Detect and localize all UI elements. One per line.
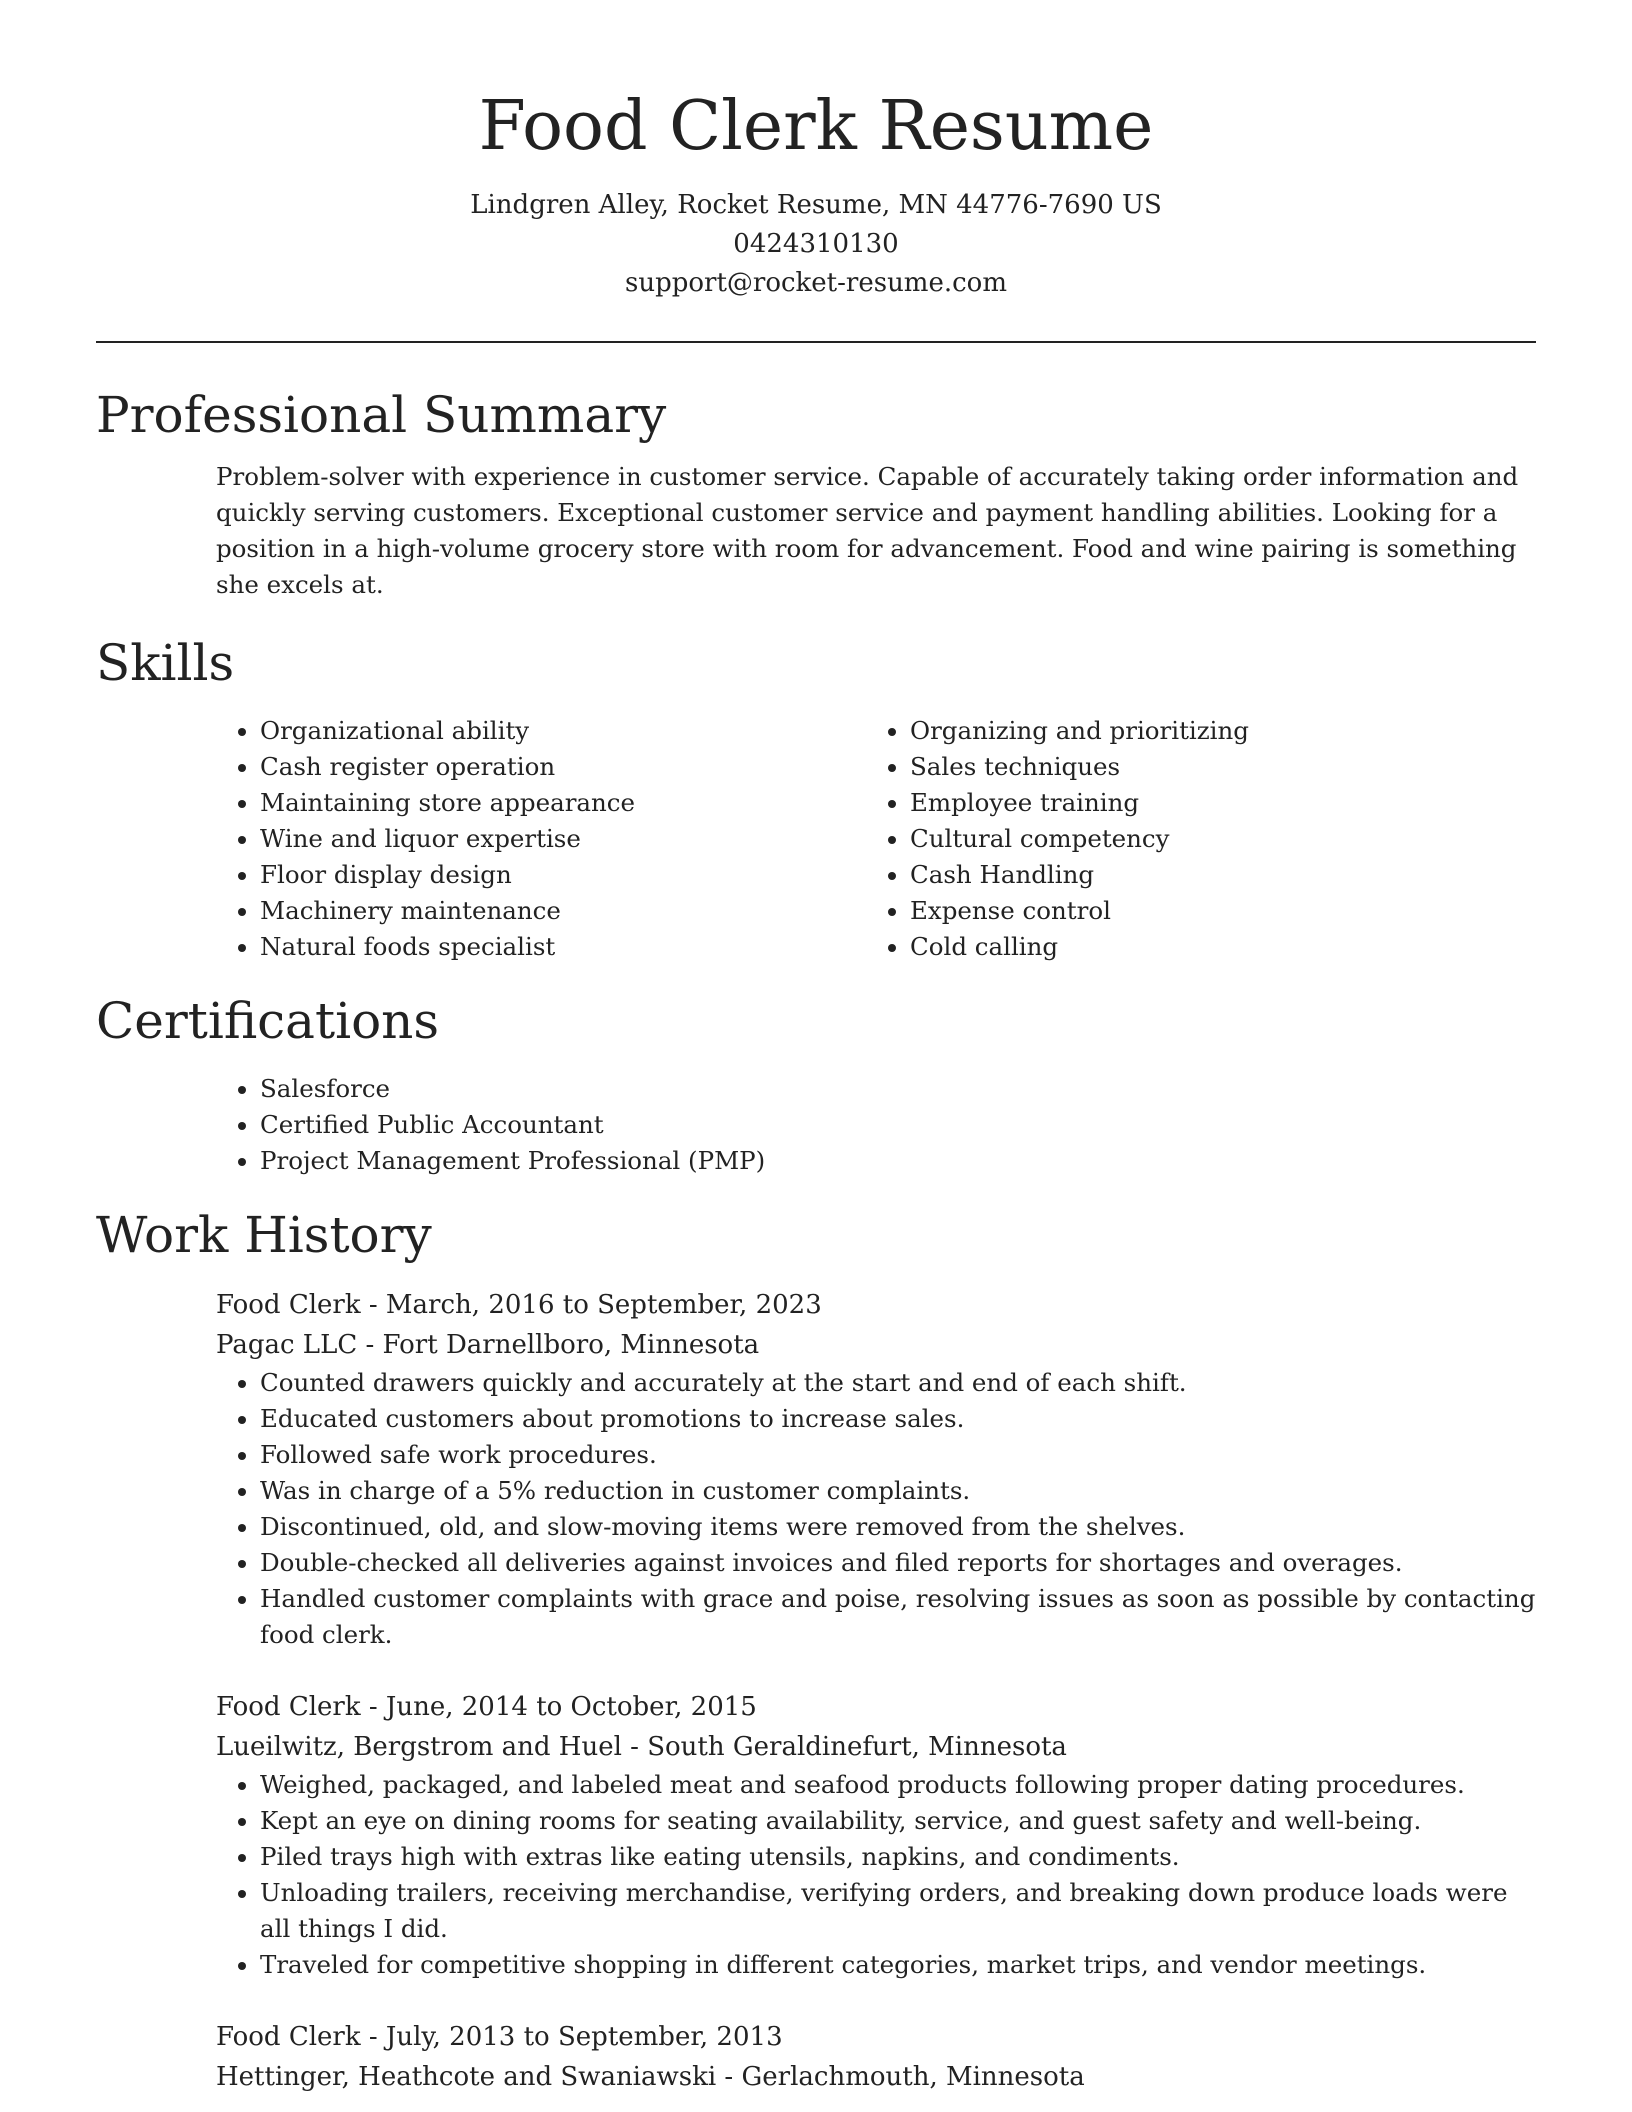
certification-item: • Certified Public Accountant — [260, 1107, 1536, 1143]
skills-grid — [216, 713, 1536, 965]
contact-info — [96, 186, 1536, 303]
skill-item: • Sales techniques — [910, 749, 1516, 785]
summary-text: Problem-solver with experience in customer service. Capable of accurately taking order information and quickly serving customers. Exceptional customer service and payment handling abilities. Looking for a position in a high-volume grocery store with room for advancement. Food and wine pairing is something she excels at. — [216, 462, 1519, 599]
skills-heading: Skills — [96, 634, 235, 692]
skill-item: • Cash Handling — [910, 857, 1516, 893]
job-duty: • Followed safe work procedures. — [260, 1437, 1536, 1473]
skill-item: • Machinery maintenance — [260, 893, 866, 929]
summary-heading: Professional Summary — [96, 386, 667, 444]
skill-item: • Employee training — [910, 785, 1516, 821]
certifications-section — [96, 989, 1536, 1179]
job-title: Food Clerk - July, 2013 to September, 2013 — [216, 2022, 783, 2052]
resume-title: Food Clerk Resume — [478, 87, 1154, 166]
job-company: Pagac LLC - Fort Darnellboro, Minnesota — [216, 1330, 760, 1360]
job-duties — [216, 1767, 1536, 1983]
header-divider — [96, 341, 1536, 343]
skill-item: • Organizing and prioritizing — [910, 713, 1516, 749]
job-duty: • Handled customer complaints with grace and poise, resolving issues as soon as possible by contacting food clerk. — [260, 1581, 1536, 1653]
job-duty: • Double-checked all deliveries against invoices and filed reports for shortages and overages. — [260, 1545, 1536, 1581]
job-duties — [216, 1365, 1536, 1653]
skill-item: • Wine and liquor expertise — [260, 821, 866, 857]
skill-item: • Cultural competency — [910, 821, 1516, 857]
skills-column-left — [216, 713, 866, 965]
job-duty: • Unloading trailers, receiving merchandise, verifying orders, and breaking down produce loads were all things I did. — [260, 1875, 1536, 1947]
certifications-list-wrap — [216, 1071, 1536, 1179]
job-entry — [216, 1687, 1536, 1983]
job-duty: • Discontinued, old, and slow-moving items were removed from the shelves. — [260, 1509, 1536, 1545]
job-title: Food Clerk - March, 2016 to September, 2023 — [216, 1290, 822, 1320]
job-company: Lueilwitz, Bergstrom and Huel - South Geraldinefurt, Minnesota — [216, 1732, 1067, 1762]
summary-section — [96, 383, 1536, 603]
job-duty: • Was in charge of a 5% reduction in customer complaints. — [260, 1473, 1536, 1509]
work-history-heading: Work History — [96, 1206, 432, 1264]
certification-item: • Project Management Professional (PMP) — [260, 1143, 1536, 1179]
skill-item: • Maintaining store appearance — [260, 785, 866, 821]
job-entry — [216, 1285, 1536, 1653]
skill-item: • Expense control — [910, 893, 1516, 929]
certification-item: • Salesforce — [260, 1071, 1536, 1107]
job-duty: • Piled trays high with extras like eating utensils, napkins, and condiments. — [260, 1839, 1536, 1875]
skill-item: • Cold calling — [910, 929, 1516, 965]
skills-list-right — [866, 713, 1516, 965]
job-duty: • Educated customers about promotions to increase sales. — [260, 1401, 1536, 1437]
skill-item: • Cash register operation — [260, 749, 866, 785]
skill-item: • Natural foods specialist — [260, 929, 866, 965]
skill-item: • Floor display design — [260, 857, 866, 893]
job-duty: • Counted drawers quickly and accurately at the start and end of each shift. — [260, 1365, 1536, 1401]
job-duty: • Kept an eye on dining rooms for seating availability, service, and guest safety and well-being. — [260, 1803, 1536, 1839]
skills-list-left — [216, 713, 866, 965]
email: support@rocket-resume.com — [624, 268, 1007, 298]
job-duty: • Traveled for competitive shopping in different categories, market trips, and vendor meetings. — [260, 1947, 1536, 1983]
job-duty: • Weighed, packaged, and labeled meat and seafood products following proper dating procedures. — [260, 1767, 1536, 1803]
address: Lindgren Alley, Rocket Resume, MN 44776-7690 US — [470, 190, 1162, 220]
job-entry — [216, 2017, 1536, 2097]
skills-column-right — [866, 713, 1516, 965]
certifications-list — [216, 1071, 1536, 1179]
skill-item: • Organizational ability — [260, 713, 866, 749]
job-company: Hettinger, Heathcote and Swaniawski - Gerlachmouth, Minnesota — [216, 2062, 1085, 2092]
work-history-section — [96, 1203, 1536, 2097]
phone: 0424310130 — [733, 229, 899, 259]
resume-header — [96, 0, 1536, 303]
certifications-heading: Certifications — [96, 992, 440, 1050]
skills-section — [96, 631, 1536, 965]
job-title: Food Clerk - June, 2014 to October, 2015 — [216, 1692, 757, 1722]
